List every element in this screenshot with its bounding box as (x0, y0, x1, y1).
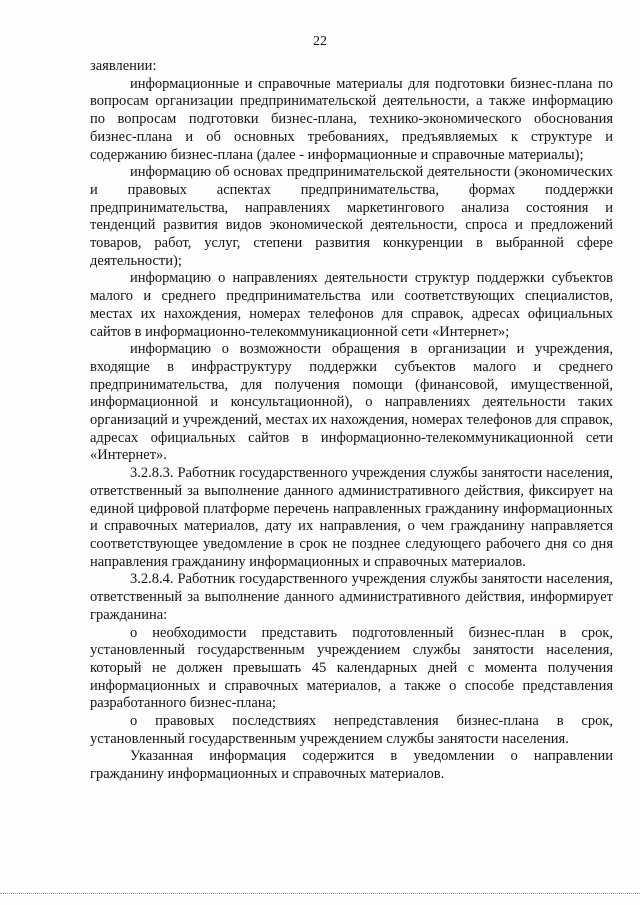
paragraph-legal-consequences: о правовых последствиях непредставления бизнес-плана в срок, установленный государственным учреждением службы занятости населения. (90, 713, 613, 747)
paragraph-section-3-2-8-4: 3.2.8.4. Работник государственного учреждения службы занятости населения, ответственный за выполнение данного административного действия, информирует гражданина: (90, 571, 613, 623)
document-body (90, 58, 613, 784)
paragraph-info-materials: информационные и справочные материалы для подготовки бизнес-плана по вопросам организации предпринимательской деятельности, а также информацию по вопросам подготовки бизнес-плана, технико-экономического обоснования бизнес-плана и об основных требованиях, предъявляемых к структуре и содержанию бизнес-плана (далее - информационные и справочные материалы); (90, 75, 613, 163)
page-number: 22 (313, 34, 327, 49)
scan-bottom-edge (0, 893, 640, 894)
paragraph-notification: Указанная информация содержится в уведомлении о направлении гражданину информационных и справочных материалов. (90, 748, 613, 783)
paragraph-continuation: заявлении: (90, 58, 157, 74)
paragraph-business-basics: информацию об основах предпринимательской деятельности (экономических и правовых аспектах предпринимательства, формах поддержки предпринимательства, направлениях маркетингового анализа состояния и тенденций развития видов экономической деятельности, спроса и предложений товаров, работ, услуг, степени развития конкуренции в выбранной сфере деятельности); (90, 164, 613, 269)
paragraph-section-3-2-8-3: 3.2.8.3. Работник государственного учреждения службы занятости населения, ответственный за выполнение данного административного действия, фиксирует на единой цифровой платформе перечень направленных гражданину информационных и справочных материалов, дату их направления, о чем гражданину направляется соответствующее уведомление в срок не позднее следующего рабочего дня со дня направления гражданину информационных и справочных материалов. (90, 465, 613, 570)
paragraph-business-plan-deadline: о необходимости представить подготовленный бизнес-план в срок, установленный государственным учреждением службы занятости населения, который не должен превышать 45 календарных дней с момента получения информационных и справочных материалов, а также о способе представления разработанного бизнес-плана; (90, 624, 613, 712)
paragraph-infrastructure-organizations: информацию о возможности обращения в организации и учреждения, входящие в инфраструктуру поддержки субъектов малого и среднего предпринимательства, для получения помощи (финансовой, имущественной, информационной и консультационной), о направлениях деятельности таких организаций и учреждений, местах их нахождения, номерах телефонов для справок, адресах официальных сайтов в информационно-телекоммуникационной сети «Интернет». (90, 341, 613, 464)
paragraph-support-structures: информацию о направлениях деятельности структур поддержки субъектов малого и среднего предпринимательства или соответствующих специалистов, местах их нахождения, номерах телефонов для справок, адресах официальных сайтов в информационно-телекоммуникационной сети «Интернет»; (90, 270, 613, 340)
